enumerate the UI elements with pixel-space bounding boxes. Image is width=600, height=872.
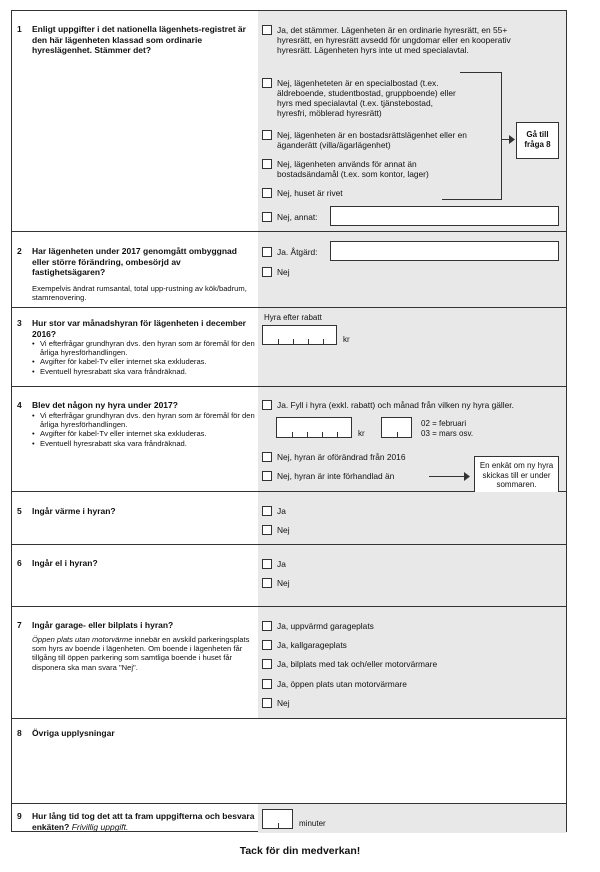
question-bullets bbox=[32, 411, 257, 448]
question-text: Ingår värme i hyran? bbox=[32, 506, 116, 516]
question-5: 5 Ingår värme i hyran? Ja Nej bbox=[12, 492, 566, 545]
bracket-bottom bbox=[442, 199, 502, 200]
goto-question-8: Gå till fråga 8 bbox=[516, 122, 559, 159]
question-2: 2 Har lägenheten under 2017 genomgått ombyggnad eller större förändring, ombesörjd av fastighetsägaren? Exempelvis ändrat rumsantal, total upp-rustning av kök/badrum, stamrenovering. Ja. Åtgärd: Nej bbox=[12, 232, 566, 308]
rent-field-label: Hyra efter rabatt bbox=[264, 313, 322, 322]
question-bullets bbox=[32, 339, 257, 376]
checkbox[interactable] bbox=[262, 400, 272, 410]
answer-area bbox=[258, 492, 566, 544]
q1-other-input[interactable] bbox=[330, 206, 559, 226]
question-3 bbox=[12, 308, 566, 387]
answer-area bbox=[258, 545, 566, 606]
question-text: Blev det någon ny hyra under 2017? bbox=[32, 400, 178, 410]
question-9 bbox=[12, 804, 566, 832]
checkbox[interactable] bbox=[262, 640, 272, 650]
checkbox[interactable] bbox=[262, 159, 272, 169]
arrow-line bbox=[429, 476, 466, 477]
question-text: Enligt uppgifter i det nationella lägenhets-registret är den här lägenheten klassad som ordinarie hyreslägenhet. Stämmer det? bbox=[32, 24, 246, 55]
optional-note: Frivillig uppgift. bbox=[71, 821, 129, 832]
question-text bbox=[32, 811, 258, 832]
thank-you-text: Tack för din medverkan! bbox=[239, 845, 361, 857]
q4-new-rent-input[interactable] bbox=[276, 417, 352, 438]
checkbox[interactable] bbox=[262, 247, 272, 257]
bullet-item: • Eventuell hyresrabatt ska vara fråndräknad. bbox=[32, 439, 257, 448]
question-number: 7 bbox=[17, 620, 22, 630]
question-7: 7 Ingår garage- eller bilplats i hyran? Öppen plats utan motorvärme innebär en avskild parkeringsplats som hyrs av boende i lägenheten. Om boende i lägenheten får tillgång till öppen parkering som samtliga boende i huset får disponera ska man svara "Nej". Ja, uppvärmd garageplats Ja, kallgarageplats Ja, bilplats med tak och/eller motorvärmare Ja, öppen plats utan motorvärmare Nej bbox=[12, 607, 566, 719]
checkbox[interactable] bbox=[262, 25, 272, 35]
question-text: Har lägenheten under 2017 genomgått ombyggnad eller större förändring, ombesörjd av fastighetsägaren? bbox=[32, 246, 237, 277]
q9-minutes-input[interactable] bbox=[262, 809, 293, 829]
arrow-right-icon bbox=[464, 472, 470, 481]
question-number: 3 bbox=[17, 318, 22, 328]
checkbox[interactable] bbox=[262, 621, 272, 631]
checkbox[interactable] bbox=[262, 130, 272, 140]
question-4: 4 Blev det någon ny hyra under 2017? • Vi efterfrågar grundhyran dvs. den hyran som är föremål för den årliga hyresförhandlingen. • Avgifter för kabel-Tv eller internet ska exkluderas. • Eventuell hyresrabatt ska vara fråndräknad. Ja. Fyll i hyra (exkl. rabatt) och månad från vilken ny hyra gäller. kr 02 = februari 03 = mars osv. Nej, hyran är oförändrad från 2016 Nej, hyran är inte förhandlad än En enkät om ny hyra skickas till er under sommaren. bbox=[12, 387, 566, 492]
question-number: 4 bbox=[17, 400, 22, 410]
checkbox[interactable] bbox=[262, 267, 272, 277]
question-text: Ingår el i hyran? bbox=[32, 558, 98, 568]
checkbox[interactable] bbox=[262, 578, 272, 588]
checkbox[interactable] bbox=[262, 659, 272, 669]
q4-month-input[interactable] bbox=[381, 417, 412, 438]
note-italic: Öppen plats utan motorvärme bbox=[32, 635, 133, 644]
question-number: 8 bbox=[17, 728, 22, 738]
question-number: 1 bbox=[17, 24, 22, 34]
bracket-top bbox=[460, 72, 502, 73]
checkbox[interactable] bbox=[262, 212, 272, 222]
checkbox[interactable] bbox=[262, 78, 272, 88]
bullet-item: • Eventuell hyresrabatt ska vara fråndräknad. bbox=[32, 367, 257, 376]
question-text: Övriga upplysningar bbox=[32, 728, 115, 738]
question-8 bbox=[12, 719, 566, 804]
question-text-main: Hur lång tid tog det att ta fram uppgifterna och besvara enkäten? bbox=[32, 811, 255, 832]
minutes-unit: minuter bbox=[299, 819, 326, 828]
arrow-right-icon bbox=[509, 135, 515, 144]
month-hint: 02 = februari bbox=[421, 419, 467, 428]
question-6: 6 Ingår el i hyran? Ja Nej bbox=[12, 545, 566, 607]
checkbox[interactable] bbox=[262, 506, 272, 516]
new-rent-survey-note: En enkät om ny hyra skickas till er under sommaren. bbox=[474, 456, 559, 496]
question-text: Ingår garage- eller bilplats i hyran? bbox=[32, 620, 174, 630]
note-text: innebär en avskild parkeringsplats som hyrs av boende i lägenheten. Om boende i lägenheten får tillgång till öppen parkering som samtliga boende i huset får disponera ska man svara "Nej". bbox=[32, 635, 250, 672]
question-note bbox=[32, 635, 254, 672]
question-number: 6 bbox=[17, 558, 22, 568]
checkbox[interactable] bbox=[262, 188, 272, 198]
bullet-item: • Avgifter för kabel-Tv eller internet ska exkluderas. bbox=[32, 357, 257, 366]
checkbox[interactable] bbox=[262, 525, 272, 535]
checkbox[interactable] bbox=[262, 698, 272, 708]
question-text: Hur stor var månadshyran för lägenheten i december 2016? bbox=[32, 318, 246, 339]
currency-unit: kr bbox=[358, 429, 365, 438]
question-note: Exempelvis ändrat rumsantal, total upp-rustning av kök/badrum, stamrenovering. bbox=[32, 284, 247, 303]
q8-comments-area[interactable] bbox=[258, 739, 562, 799]
bracket-line bbox=[501, 72, 502, 200]
checkbox[interactable] bbox=[262, 471, 272, 481]
bullet-item: • Vi efterfrågar grundhyran dvs. den hyran som är föremål för den årliga hyresförhandlingen. bbox=[32, 411, 257, 429]
question-1: 1 Enligt uppgifter i det nationella lägenhets-registret är den här lägenheten klassad som ordinarie hyreslägenhet. Stämmer det? Ja, det stämmer. Lägenheten är en ordinarie hyresrätt, en 55+ hyresrätt, en hyresrätt avsedd för ungdomar eller en kooperativ hyresrätt. Lägenheten hyrs inte ut med specialavtal. Nej, lägenheteten är en specialbostad (t.ex. äldreboende, studentbostad, gruppboende) eller hyrs med specialavtal (t.ex. tjänstebostad, hyresfri, möblerad hyresrätt) Nej, lägenheten är en bostadsrättslägenhet eller en äganderätt (villa/ägarlägenhet) Nej, lägenheten används för annat än bostadsändamål (t.ex. som kontor, lager) Nej, huset är rivet Nej, annat: Gå till fråga 8 bbox=[12, 11, 566, 232]
checkbox[interactable] bbox=[262, 679, 272, 689]
currency-unit: kr bbox=[343, 335, 350, 344]
bullet-item: • Vi efterfrågar grundhyran dvs. den hyran som är föremål för den årliga hyresförhandlingen. bbox=[32, 339, 257, 357]
survey-form bbox=[11, 10, 567, 832]
question-number: 2 bbox=[17, 246, 22, 256]
q3-rent-input[interactable] bbox=[262, 325, 337, 345]
q2-measure-input[interactable] bbox=[330, 241, 559, 261]
checkbox[interactable] bbox=[262, 559, 272, 569]
question-number: 5 bbox=[17, 506, 22, 516]
question-number: 9 bbox=[17, 811, 22, 821]
month-hint: 03 = mars osv. bbox=[421, 429, 474, 438]
checkbox[interactable] bbox=[262, 452, 272, 462]
bullet-item: • Avgifter för kabel-Tv eller internet ska exkluderas. bbox=[32, 429, 257, 438]
